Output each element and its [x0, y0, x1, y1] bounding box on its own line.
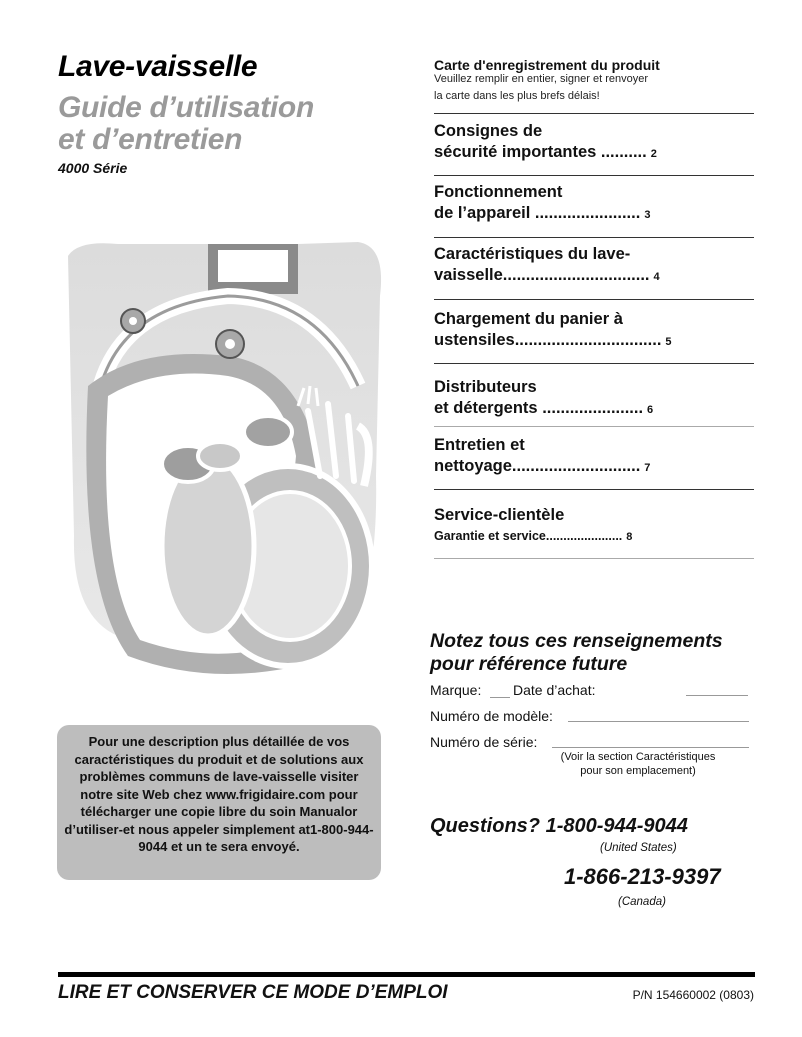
part-number: P/N 154660002 (0803) [632, 988, 754, 1002]
divider [434, 175, 754, 176]
canada-label: (Canada) [618, 896, 666, 908]
notes-title-line-1: Notez tous ces renseignements [430, 630, 723, 652]
toc-line: Consignes de [434, 122, 543, 140]
dishwasher-illustration [58, 236, 390, 688]
toc-entry-operation [434, 182, 754, 226]
purchase-date-line[interactable] [686, 695, 748, 696]
toc-line: et détergents ...................... [434, 399, 644, 417]
divider [434, 558, 754, 559]
brand-field-label: Marque: [430, 682, 482, 698]
divider [434, 113, 754, 114]
subtitle-line-1: Guide d’utilisation [58, 91, 314, 124]
series-label: 4000 Série [58, 160, 128, 176]
model-number-line[interactable] [568, 721, 749, 722]
toc-page-number: 7 [644, 462, 651, 474]
document-title: Lave-vaisselle [58, 50, 258, 83]
toc-entry-features [434, 244, 754, 288]
serial-number-line[interactable] [552, 747, 749, 748]
notes-title [430, 630, 723, 676]
toc-line: ustensiles................................ [434, 331, 662, 349]
questions-phone: Questions? 1-800-944-9044 [430, 815, 688, 837]
serial-number-label: Numéro de série: [430, 734, 538, 750]
toc-line: nettoyage............................ [434, 457, 641, 475]
footer-title: LIRE ET CONSERVER CE MODE D’EMPLOI [58, 982, 448, 1003]
toc-entry-cleaning [434, 435, 754, 479]
toc-line: Service-clientèle [434, 506, 565, 524]
toc-line: vaisselle................................ [434, 266, 650, 284]
divider [434, 299, 754, 300]
divider [434, 237, 754, 238]
toc-page-number: 4 [653, 271, 660, 283]
toc-page-number: 2 [650, 148, 657, 160]
notes-title-line-2: pour référence future [430, 653, 628, 675]
canada-phone: 1-866-213-9397 [564, 864, 721, 889]
toc-line: Chargement du panier à [434, 310, 623, 328]
toc-entry-loading [434, 309, 754, 353]
registration-line-1: Veuillez remplir en entier, signer et renvoyer [434, 73, 648, 85]
brand-field-line[interactable] [490, 697, 510, 698]
document-subtitle [58, 92, 314, 156]
divider [434, 426, 754, 427]
purchase-date-label: Date d’achat: [513, 682, 596, 698]
toc-entry-service [434, 505, 754, 548]
subtitle-line-2: et d’entretien [58, 123, 243, 156]
toc-line: Distributeurs [434, 378, 537, 396]
toc-line: Garantie et service...................... [434, 529, 623, 543]
registration-title: Carte d'enregistrement du produit [434, 57, 660, 73]
toc-page-number: 8 [626, 531, 633, 543]
toc-page-number: 5 [665, 336, 672, 348]
serial-note-line-2: pour son emplacement) [580, 765, 696, 777]
toc-line: sécurité importantes .......... [434, 143, 647, 161]
footer-rule [58, 972, 755, 977]
model-number-label: Numéro de modèle: [430, 708, 553, 724]
toc-line: de l’appareil ....................... [434, 204, 641, 222]
toc-line: Entretien et [434, 436, 525, 454]
serial-note [548, 750, 728, 778]
registration-line-2: la carte dans les plus brefs délais! [434, 90, 600, 102]
info-box: Pour une description plus détaillée de vos caractéristiques du produit et de solutions aux problèmes communs de lave-vaisselle visiter notre site Web chez www.frigidaire.com pour télécharger une copie libre du soin Manualor d’utiliser-et nous appeler simplement at1-800-944-9044 et un te sera envoyé. [57, 725, 381, 880]
toc-line: Fonctionnement [434, 183, 563, 201]
toc-page-number: 6 [647, 404, 654, 416]
serial-note-line-1: (Voir la section Caractéristiques [560, 751, 716, 763]
divider [434, 363, 754, 364]
toc-entry-safety [434, 121, 754, 165]
toc-page-number: 3 [644, 209, 651, 221]
divider [434, 489, 754, 490]
toc-line: Caractéristiques du lave- [434, 245, 631, 263]
us-label: (United States) [600, 842, 677, 854]
toc-entry-dispensers [434, 377, 754, 421]
